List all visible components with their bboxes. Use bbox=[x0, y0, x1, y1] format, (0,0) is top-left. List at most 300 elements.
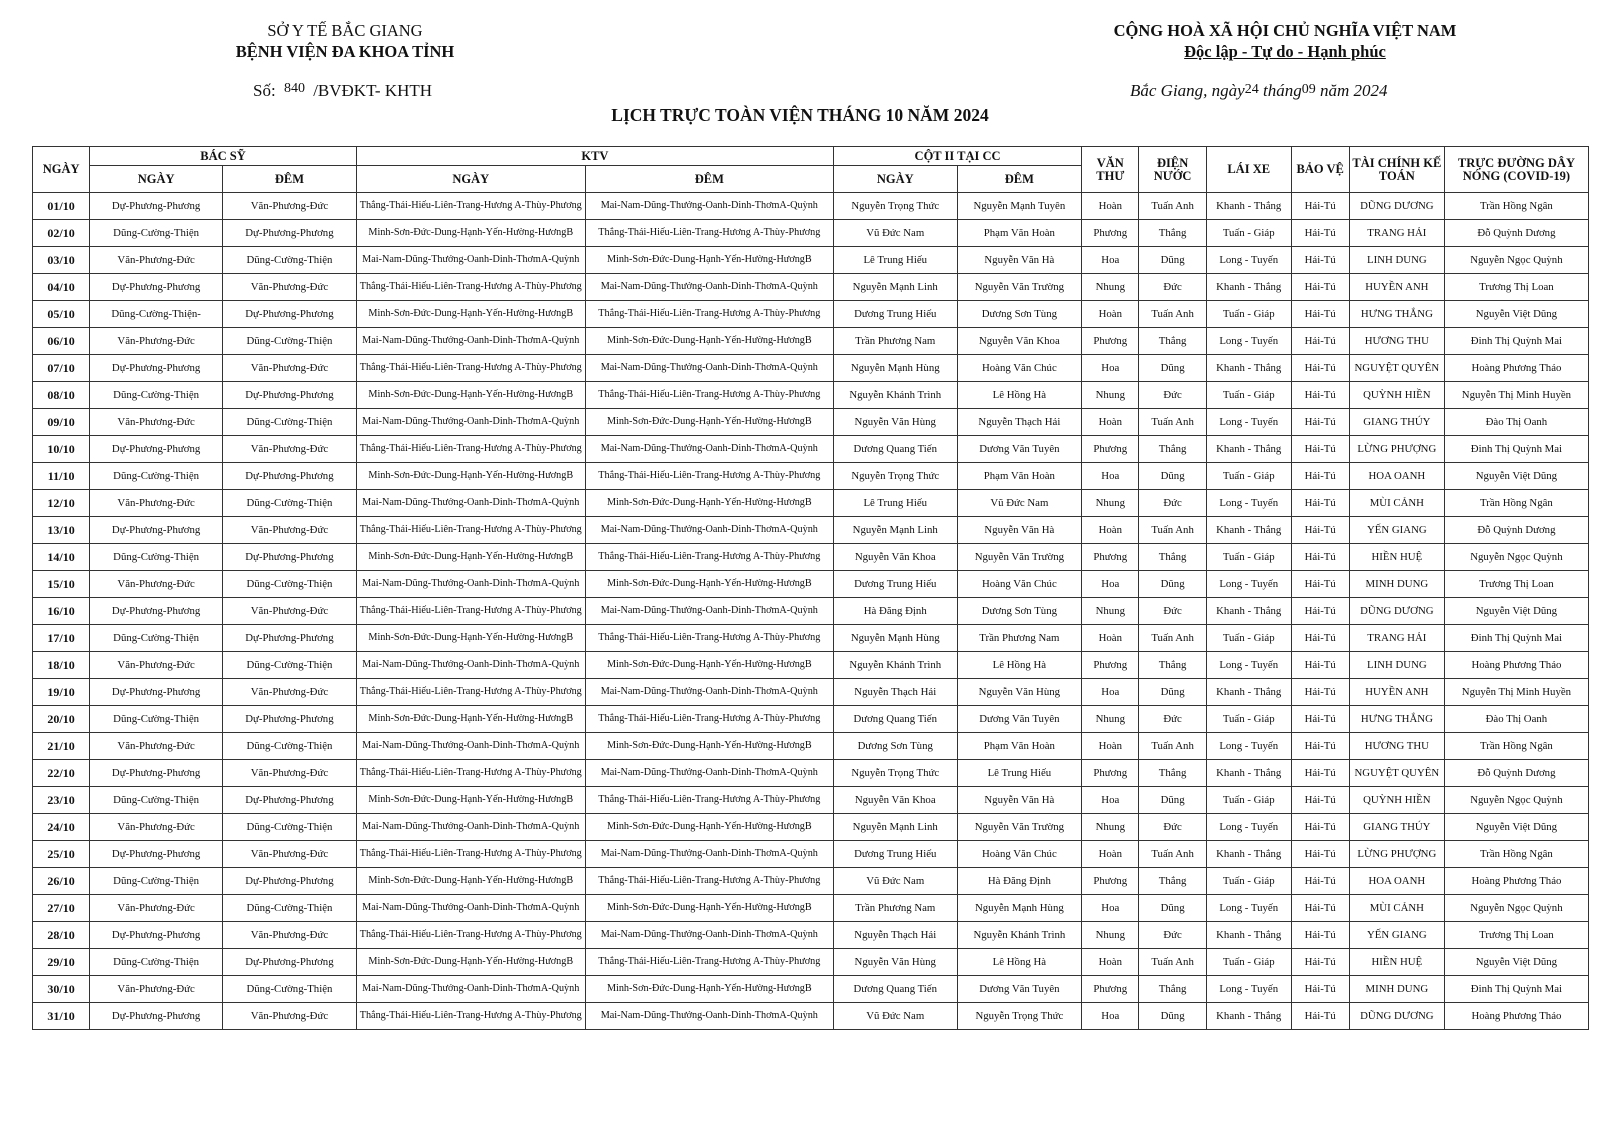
hotline-cell: Nguyễn Việt Dũng bbox=[1444, 463, 1588, 490]
technician-night-cell: Mai-Nam-Dũng-Thưởng-Oanh-Dinh-ThơmA-Quỳnh bbox=[585, 274, 833, 301]
technician-day-cell: Thắng-Thái-Hiếu-Liên-Trang-Hương A-Thùy-Phương bbox=[356, 436, 585, 463]
doctor-night-cell: Dũng-Cường-Thiện bbox=[223, 976, 357, 1003]
clerk-cell: Hoàn bbox=[1082, 733, 1139, 760]
hotline-cell: Đinh Thị Quỳnh Mai bbox=[1444, 436, 1588, 463]
cot2-day-cell: Hà Đăng Định bbox=[833, 598, 957, 625]
technician-day-cell: Minh-Sơn-Đức-Dung-Hạnh-Yến-Hường-HươngB bbox=[356, 868, 585, 895]
technician-day-cell: Thắng-Thái-Hiếu-Liên-Trang-Hương A-Thùy-Phương bbox=[356, 922, 585, 949]
table-row bbox=[33, 1003, 1589, 1030]
subheader-cot2-day: NGÀY bbox=[833, 166, 957, 193]
cot2-night-cell: Nguyễn Văn Trường bbox=[957, 544, 1082, 571]
table-row bbox=[33, 301, 1589, 328]
hotline-cell: Trương Thị Loan bbox=[1444, 571, 1588, 598]
technician-night-cell: Thắng-Thái-Hiếu-Liên-Trang-Hương A-Thùy-Phương bbox=[585, 220, 833, 247]
security-cell: Hải-Tú bbox=[1291, 463, 1349, 490]
technician-night-cell: Mai-Nam-Dũng-Thưởng-Oanh-Dinh-ThơmA-Quỳnh bbox=[585, 679, 833, 706]
technician-day-cell: Thắng-Thái-Hiếu-Liên-Trang-Hương A-Thùy-Phương bbox=[356, 274, 585, 301]
cot2-day-cell: Nguyễn Thạch Hải bbox=[833, 679, 957, 706]
date-cell: 11/10 bbox=[33, 463, 90, 490]
doctor-night-cell: Dự-Phương-Phương bbox=[223, 625, 357, 652]
finance-cell: LINH DUNG bbox=[1349, 247, 1444, 274]
hotline-cell: Đào Thị Oanh bbox=[1444, 409, 1588, 436]
technician-night-cell: Minh-Sơn-Đức-Dung-Hạnh-Yến-Hường-HươngB bbox=[585, 490, 833, 517]
clerk-cell: Nhung bbox=[1082, 922, 1139, 949]
utilities-cell: Tuấn Anh bbox=[1139, 301, 1206, 328]
driver-cell: Tuấn - Giáp bbox=[1206, 220, 1291, 247]
security-cell: Hải-Tú bbox=[1291, 328, 1349, 355]
clerk-cell: Phương bbox=[1082, 760, 1139, 787]
technician-day-cell: Minh-Sơn-Đức-Dung-Hạnh-Yến-Hường-HươngB bbox=[356, 949, 585, 976]
technician-night-cell: Thắng-Thái-Hiếu-Liên-Trang-Hương A-Thùy-Phương bbox=[585, 463, 833, 490]
technician-night-cell: Minh-Sơn-Đức-Dung-Hạnh-Yến-Hường-HươngB bbox=[585, 409, 833, 436]
doc-number-prefix: Số: bbox=[253, 81, 276, 100]
security-cell: Hải-Tú bbox=[1291, 868, 1349, 895]
subheader-doctors-night: ĐÊM bbox=[223, 166, 357, 193]
cot2-day-cell: Dương Trung Hiếu bbox=[833, 301, 957, 328]
technician-day-cell: Minh-Sơn-Đức-Dung-Hạnh-Yến-Hường-HươngB bbox=[356, 463, 585, 490]
cot2-night-cell: Nguyễn Mạnh Hùng bbox=[957, 895, 1082, 922]
doctor-day-cell: Dũng-Cường-Thiện bbox=[90, 868, 223, 895]
technician-night-cell: Thắng-Thái-Hiếu-Liên-Trang-Hương A-Thùy-Phương bbox=[585, 706, 833, 733]
security-cell: Hải-Tú bbox=[1291, 706, 1349, 733]
security-cell: Hải-Tú bbox=[1291, 976, 1349, 1003]
technician-night-cell: Thắng-Thái-Hiếu-Liên-Trang-Hương A-Thùy-Phương bbox=[585, 868, 833, 895]
doctor-day-cell: Dự-Phương-Phương bbox=[90, 598, 223, 625]
cot2-night-cell: Vũ Đức Nam bbox=[957, 490, 1082, 517]
hotline-cell: Đinh Thị Quỳnh Mai bbox=[1444, 976, 1588, 1003]
security-cell: Hải-Tú bbox=[1291, 436, 1349, 463]
issuer-block bbox=[225, 20, 465, 62]
col-header-security: BẢO VỆ bbox=[1291, 147, 1349, 193]
doctor-night-cell: Văn-Phương-Đức bbox=[223, 841, 357, 868]
hotline-cell: Hoàng Phương Thảo bbox=[1444, 355, 1588, 382]
driver-cell: Tuấn - Giáp bbox=[1206, 787, 1291, 814]
utilities-cell: Thắng bbox=[1139, 220, 1206, 247]
clerk-cell: Nhung bbox=[1082, 814, 1139, 841]
technician-day-cell: Minh-Sơn-Đức-Dung-Hạnh-Yến-Hường-HươngB bbox=[356, 301, 585, 328]
subheader-technicians-day: NGÀY bbox=[356, 166, 585, 193]
utilities-cell: Đức bbox=[1139, 598, 1206, 625]
finance-cell: HUYỀN ANH bbox=[1349, 679, 1444, 706]
utilities-cell: Thắng bbox=[1139, 436, 1206, 463]
doctor-day-cell: Văn-Phương-Đức bbox=[90, 976, 223, 1003]
date-cell: 08/10 bbox=[33, 382, 90, 409]
national-heading bbox=[1090, 20, 1480, 62]
technician-day-cell: Thắng-Thái-Hiếu-Liên-Trang-Hương A-Thùy-Phương bbox=[356, 841, 585, 868]
cot2-day-cell: Nguyễn Mạnh Hùng bbox=[833, 355, 957, 382]
technician-day-cell: Mai-Nam-Dũng-Thưởng-Oanh-Dinh-ThơmA-Quỳnh bbox=[356, 895, 585, 922]
security-cell: Hải-Tú bbox=[1291, 760, 1349, 787]
cot2-night-cell: Nguyễn Mạnh Tuyên bbox=[957, 193, 1082, 220]
clerk-cell: Hoa bbox=[1082, 1003, 1139, 1030]
table-row bbox=[33, 706, 1589, 733]
cot2-day-cell: Dương Trung Hiếu bbox=[833, 571, 957, 598]
technician-night-cell: Mai-Nam-Dũng-Thưởng-Oanh-Dinh-ThơmA-Quỳnh bbox=[585, 841, 833, 868]
date-year: năm 2024 bbox=[1319, 81, 1388, 100]
date-cell: 24/10 bbox=[33, 814, 90, 841]
cot2-day-cell: Nguyễn Khánh Trình bbox=[833, 382, 957, 409]
driver-cell: Long - Tuyến bbox=[1206, 571, 1291, 598]
date-cell: 01/10 bbox=[33, 193, 90, 220]
cot2-night-cell: Phạm Văn Hoàn bbox=[957, 733, 1082, 760]
date-cell: 28/10 bbox=[33, 922, 90, 949]
date-cell: 05/10 bbox=[33, 301, 90, 328]
table-row bbox=[33, 679, 1589, 706]
clerk-cell: Hoa bbox=[1082, 355, 1139, 382]
doctor-night-cell: Dũng-Cường-Thiện bbox=[223, 571, 357, 598]
col-header-drivers: LÁI XE bbox=[1206, 147, 1291, 193]
finance-cell: TRANG HẢI bbox=[1349, 220, 1444, 247]
page-title: LỊCH TRỰC TOÀN VIỆN THÁNG 10 NĂM 2024 bbox=[611, 105, 989, 125]
utilities-cell: Đức bbox=[1139, 706, 1206, 733]
technician-day-cell: Mai-Nam-Dũng-Thưởng-Oanh-Dinh-ThơmA-Quỳnh bbox=[356, 409, 585, 436]
clerk-cell: Hoa bbox=[1082, 463, 1139, 490]
cot2-night-cell: Nguyễn Khánh Trình bbox=[957, 922, 1082, 949]
technician-day-cell: Minh-Sơn-Đức-Dung-Hạnh-Yến-Hường-HươngB bbox=[356, 220, 585, 247]
doctor-day-cell: Dũng-Cường-Thiện- bbox=[90, 301, 223, 328]
cot2-night-cell: Nguyễn Văn Trường bbox=[957, 814, 1082, 841]
security-cell: Hải-Tú bbox=[1291, 652, 1349, 679]
driver-cell: Khanh - Thắng bbox=[1206, 193, 1291, 220]
date-cell: 03/10 bbox=[33, 247, 90, 274]
clerk-cell: Hoa bbox=[1082, 895, 1139, 922]
finance-cell: HOA OANH bbox=[1349, 463, 1444, 490]
cot2-day-cell: Vũ Đức Nam bbox=[833, 868, 957, 895]
doc-number-value: 840 bbox=[283, 81, 305, 96]
security-cell: Hải-Tú bbox=[1291, 814, 1349, 841]
security-cell: Hải-Tú bbox=[1291, 1003, 1349, 1030]
date-cell: 30/10 bbox=[33, 976, 90, 1003]
doctor-day-cell: Dũng-Cường-Thiện bbox=[90, 220, 223, 247]
date-cell: 19/10 bbox=[33, 679, 90, 706]
cot2-night-cell: Dương Văn Tuyên bbox=[957, 436, 1082, 463]
technician-day-cell: Thắng-Thái-Hiếu-Liên-Trang-Hương A-Thùy-Phương bbox=[356, 679, 585, 706]
doctor-night-cell: Dũng-Cường-Thiện bbox=[223, 814, 357, 841]
driver-cell: Tuấn - Giáp bbox=[1206, 544, 1291, 571]
table-row bbox=[33, 490, 1589, 517]
driver-cell: Long - Tuyến bbox=[1206, 409, 1291, 436]
date-cell: 20/10 bbox=[33, 706, 90, 733]
hotline-cell: Đào Thị Oanh bbox=[1444, 706, 1588, 733]
doc-number-suffix: /BVĐKT- KHTH bbox=[313, 81, 433, 100]
cot2-day-cell: Nguyễn Trọng Thức bbox=[833, 193, 957, 220]
technician-day-cell: Thắng-Thái-Hiếu-Liên-Trang-Hương A-Thùy-Phương bbox=[356, 598, 585, 625]
finance-cell: HOA OANH bbox=[1349, 868, 1444, 895]
technician-day-cell: Mai-Nam-Dũng-Thưởng-Oanh-Dinh-ThơmA-Quỳnh bbox=[356, 814, 585, 841]
doctor-night-cell: Văn-Phương-Đức bbox=[223, 274, 357, 301]
utilities-cell: Dũng bbox=[1139, 895, 1206, 922]
doctor-night-cell: Dũng-Cường-Thiện bbox=[223, 733, 357, 760]
department-name: SỞ Y TẾ BẮC GIANG bbox=[267, 21, 423, 40]
doctor-day-cell: Dũng-Cường-Thiện bbox=[90, 382, 223, 409]
hotline-cell: Nguyễn Ngọc Quỳnh bbox=[1444, 544, 1588, 571]
technician-day-cell: Mai-Nam-Dũng-Thưởng-Oanh-Dinh-ThơmA-Quỳnh bbox=[356, 247, 585, 274]
doctor-day-cell: Dũng-Cường-Thiện bbox=[90, 625, 223, 652]
table-row bbox=[33, 814, 1589, 841]
driver-cell: Khanh - Thắng bbox=[1206, 436, 1291, 463]
clerk-cell: Phương bbox=[1082, 328, 1139, 355]
doctor-day-cell: Dự-Phương-Phương bbox=[90, 193, 223, 220]
technician-night-cell: Minh-Sơn-Đức-Dung-Hạnh-Yến-Hường-HươngB bbox=[585, 247, 833, 274]
finance-cell: MÙI CẢNH bbox=[1349, 490, 1444, 517]
cot2-night-cell: Lê Hồng Hà bbox=[957, 949, 1082, 976]
security-cell: Hải-Tú bbox=[1291, 301, 1349, 328]
technician-day-cell: Thắng-Thái-Hiếu-Liên-Trang-Hương A-Thùy-Phương bbox=[356, 1003, 585, 1030]
cot2-night-cell: Dương Văn Tuyên bbox=[957, 976, 1082, 1003]
utilities-cell: Thắng bbox=[1139, 976, 1206, 1003]
col-header-date: NGÀY bbox=[33, 147, 90, 193]
driver-cell: Tuấn - Giáp bbox=[1206, 301, 1291, 328]
technician-day-cell: Mai-Nam-Dũng-Thưởng-Oanh-Dinh-ThơmA-Quỳnh bbox=[356, 976, 585, 1003]
finance-cell: QUỲNH HIỀN bbox=[1349, 787, 1444, 814]
cot2-day-cell: Dương Sơn Tùng bbox=[833, 733, 957, 760]
date-cell: 21/10 bbox=[33, 733, 90, 760]
table-row bbox=[33, 976, 1589, 1003]
cot2-night-cell: Hà Đăng Định bbox=[957, 868, 1082, 895]
finance-cell: GIANG THÚY bbox=[1349, 814, 1444, 841]
doctor-night-cell: Dự-Phương-Phương bbox=[223, 220, 357, 247]
technician-night-cell: Minh-Sơn-Đức-Dung-Hạnh-Yến-Hường-HươngB bbox=[585, 895, 833, 922]
doctor-day-cell: Dự-Phương-Phương bbox=[90, 274, 223, 301]
security-cell: Hải-Tú bbox=[1291, 544, 1349, 571]
table-row bbox=[33, 571, 1589, 598]
subheader-cot2-night: ĐÊM bbox=[957, 166, 1082, 193]
driver-cell: Long - Tuyến bbox=[1206, 328, 1291, 355]
col-header-utilities: ĐIỆN NƯỚC bbox=[1139, 147, 1206, 193]
driver-cell: Khanh - Thắng bbox=[1206, 598, 1291, 625]
driver-cell: Tuấn - Giáp bbox=[1206, 706, 1291, 733]
doctor-day-cell: Dự-Phương-Phương bbox=[90, 1003, 223, 1030]
doctor-night-cell: Dũng-Cường-Thiện bbox=[223, 490, 357, 517]
date-month: 09 bbox=[1301, 82, 1316, 97]
table-row bbox=[33, 598, 1589, 625]
finance-cell: YẾN GIANG bbox=[1349, 922, 1444, 949]
cot2-day-cell: Nguyễn Mạnh Linh bbox=[833, 274, 957, 301]
utilities-cell: Thắng bbox=[1139, 328, 1206, 355]
security-cell: Hải-Tú bbox=[1291, 274, 1349, 301]
doctor-night-cell: Dũng-Cường-Thiện bbox=[223, 895, 357, 922]
doctor-day-cell: Dũng-Cường-Thiện bbox=[90, 463, 223, 490]
doctor-night-cell: Dự-Phương-Phương bbox=[223, 868, 357, 895]
date-day: 24 bbox=[1244, 82, 1259, 97]
date-cell: 23/10 bbox=[33, 787, 90, 814]
hotline-cell: Hoàng Phương Thảo bbox=[1444, 1003, 1588, 1030]
doctor-day-cell: Dự-Phương-Phương bbox=[90, 760, 223, 787]
driver-cell: Long - Tuyến bbox=[1206, 814, 1291, 841]
col-header-cot2: CỘT II TẠI CC bbox=[833, 147, 1081, 166]
date-cell: 22/10 bbox=[33, 760, 90, 787]
hotline-cell: Nguyễn Việt Dũng bbox=[1444, 814, 1588, 841]
cot2-day-cell: Nguyễn Văn Khoa bbox=[833, 544, 957, 571]
technician-night-cell: Minh-Sơn-Đức-Dung-Hạnh-Yến-Hường-HươngB bbox=[585, 814, 833, 841]
security-cell: Hải-Tú bbox=[1291, 247, 1349, 274]
doctor-night-cell: Dự-Phương-Phương bbox=[223, 301, 357, 328]
technician-day-cell: Minh-Sơn-Đức-Dung-Hạnh-Yến-Hường-HươngB bbox=[356, 787, 585, 814]
doctor-day-cell: Dũng-Cường-Thiện bbox=[90, 787, 223, 814]
technician-night-cell: Minh-Sơn-Đức-Dung-Hạnh-Yến-Hường-HươngB bbox=[585, 328, 833, 355]
cot2-day-cell: Trần Phương Nam bbox=[833, 895, 957, 922]
finance-cell: MÙI CẢNH bbox=[1349, 895, 1444, 922]
doctor-day-cell: Dũng-Cường-Thiện bbox=[90, 949, 223, 976]
table-row bbox=[33, 463, 1589, 490]
table-row bbox=[33, 409, 1589, 436]
cot2-night-cell: Trần Phương Nam bbox=[957, 625, 1082, 652]
table-row bbox=[33, 895, 1589, 922]
hotline-cell: Đinh Thị Quỳnh Mai bbox=[1444, 328, 1588, 355]
clerk-cell: Hoàn bbox=[1082, 949, 1139, 976]
driver-cell: Tuấn - Giáp bbox=[1206, 625, 1291, 652]
cot2-night-cell: Nguyễn Trọng Thức bbox=[957, 1003, 1082, 1030]
cot2-day-cell: Trần Phương Nam bbox=[833, 328, 957, 355]
cot2-night-cell: Lê Hồng Hà bbox=[957, 382, 1082, 409]
date-cell: 06/10 bbox=[33, 328, 90, 355]
technician-day-cell: Thắng-Thái-Hiếu-Liên-Trang-Hương A-Thùy-Phương bbox=[356, 193, 585, 220]
technician-night-cell: Minh-Sơn-Đức-Dung-Hạnh-Yến-Hường-HươngB bbox=[585, 571, 833, 598]
doctor-night-cell: Dự-Phương-Phương bbox=[223, 382, 357, 409]
table-row bbox=[33, 517, 1589, 544]
date-cell: 10/10 bbox=[33, 436, 90, 463]
utilities-cell: Tuấn Anh bbox=[1139, 625, 1206, 652]
table-row bbox=[33, 922, 1589, 949]
clerk-cell: Hoa bbox=[1082, 571, 1139, 598]
doctor-day-cell: Dũng-Cường-Thiện bbox=[90, 544, 223, 571]
finance-cell: HIỀN HUỆ bbox=[1349, 949, 1444, 976]
doctor-day-cell: Văn-Phương-Đức bbox=[90, 490, 223, 517]
cot2-day-cell: Nguyễn Văn Hùng bbox=[833, 949, 957, 976]
doctor-night-cell: Văn-Phương-Đức bbox=[223, 193, 357, 220]
finance-cell: HƯƠNG THU bbox=[1349, 328, 1444, 355]
technician-night-cell: Minh-Sơn-Đức-Dung-Hạnh-Yến-Hường-HươngB bbox=[585, 652, 833, 679]
technician-night-cell: Mai-Nam-Dũng-Thưởng-Oanh-Dinh-ThơmA-Quỳnh bbox=[585, 436, 833, 463]
cot2-day-cell: Vũ Đức Nam bbox=[833, 220, 957, 247]
doctor-night-cell: Dự-Phương-Phương bbox=[223, 787, 357, 814]
table-row bbox=[33, 193, 1589, 220]
hotline-cell: Trần Hồng Ngân bbox=[1444, 733, 1588, 760]
cot2-night-cell: Nguyễn Văn Hà bbox=[957, 787, 1082, 814]
technician-night-cell: Thắng-Thái-Hiếu-Liên-Trang-Hương A-Thùy-Phương bbox=[585, 787, 833, 814]
cot2-night-cell: Dương Sơn Tùng bbox=[957, 598, 1082, 625]
cot2-day-cell: Dương Quang Tiến bbox=[833, 706, 957, 733]
doctor-day-cell: Dự-Phương-Phương bbox=[90, 436, 223, 463]
cot2-day-cell: Nguyễn Văn Hùng bbox=[833, 409, 957, 436]
cot2-night-cell: Phạm Văn Hoàn bbox=[957, 220, 1082, 247]
duty-schedule-table bbox=[32, 146, 1589, 1030]
technician-night-cell: Mai-Nam-Dũng-Thưởng-Oanh-Dinh-ThơmA-Quỳnh bbox=[585, 1003, 833, 1030]
date-cell: 13/10 bbox=[33, 517, 90, 544]
cot2-day-cell: Dương Trung Hiếu bbox=[833, 841, 957, 868]
clerk-cell: Phương bbox=[1082, 868, 1139, 895]
clerk-cell: Hoa bbox=[1082, 247, 1139, 274]
finance-cell: QUỲNH HIỀN bbox=[1349, 382, 1444, 409]
date-prefix: Bắc Giang, ngày bbox=[1130, 81, 1245, 100]
cot2-day-cell: Nguyễn Trọng Thức bbox=[833, 760, 957, 787]
security-cell: Hải-Tú bbox=[1291, 193, 1349, 220]
finance-cell: DŨNG DƯƠNG bbox=[1349, 193, 1444, 220]
utilities-cell: Đức bbox=[1139, 274, 1206, 301]
utilities-cell: Dũng bbox=[1139, 571, 1206, 598]
date-cell: 26/10 bbox=[33, 868, 90, 895]
utilities-cell: Thắng bbox=[1139, 760, 1206, 787]
utilities-cell: Thắng bbox=[1139, 868, 1206, 895]
driver-cell: Khanh - Thắng bbox=[1206, 841, 1291, 868]
doctor-day-cell: Văn-Phương-Đức bbox=[90, 652, 223, 679]
technician-day-cell: Mai-Nam-Dũng-Thưởng-Oanh-Dinh-ThơmA-Quỳnh bbox=[356, 571, 585, 598]
cot2-day-cell: Nguyễn Thạch Hải bbox=[833, 922, 957, 949]
finance-cell: LINH DUNG bbox=[1349, 652, 1444, 679]
clerk-cell: Hoàn bbox=[1082, 625, 1139, 652]
table-row bbox=[33, 868, 1589, 895]
cot2-day-cell: Nguyễn Văn Khoa bbox=[833, 787, 957, 814]
clerk-cell: Phương bbox=[1082, 220, 1139, 247]
hospital-name: BỆNH VIỆN ĐA KHOA TỈNH bbox=[235, 42, 455, 61]
clerk-cell: Phương bbox=[1082, 436, 1139, 463]
finance-cell: HƯƠNG THU bbox=[1349, 733, 1444, 760]
col-header-finance: TÀI CHÍNH KẾ TOÁN bbox=[1349, 147, 1444, 193]
cot2-night-cell: Nguyễn Văn Khoa bbox=[957, 328, 1082, 355]
cot2-night-cell: Phạm Văn Hoàn bbox=[957, 463, 1082, 490]
finance-cell: GIANG THÚY bbox=[1349, 409, 1444, 436]
hotline-cell: Trần Hồng Ngân bbox=[1444, 841, 1588, 868]
col-header-technicians: KTV bbox=[356, 147, 833, 166]
security-cell: Hải-Tú bbox=[1291, 922, 1349, 949]
clerk-cell: Nhung bbox=[1082, 490, 1139, 517]
security-cell: Hải-Tú bbox=[1291, 949, 1349, 976]
date-cell: 17/10 bbox=[33, 625, 90, 652]
technician-night-cell: Thắng-Thái-Hiếu-Liên-Trang-Hương A-Thùy-Phương bbox=[585, 949, 833, 976]
security-cell: Hải-Tú bbox=[1291, 625, 1349, 652]
clerk-cell: Hoa bbox=[1082, 679, 1139, 706]
technician-day-cell: Mai-Nam-Dũng-Thưởng-Oanh-Dinh-ThơmA-Quỳnh bbox=[356, 490, 585, 517]
utilities-cell: Tuấn Anh bbox=[1139, 841, 1206, 868]
finance-cell: MINH DUNG bbox=[1349, 571, 1444, 598]
technician-day-cell: Minh-Sơn-Đức-Dung-Hạnh-Yến-Hường-HươngB bbox=[356, 544, 585, 571]
utilities-cell: Tuấn Anh bbox=[1139, 409, 1206, 436]
technician-day-cell: Mai-Nam-Dũng-Thưởng-Oanh-Dinh-ThơmA-Quỳnh bbox=[356, 328, 585, 355]
doctor-night-cell: Dũng-Cường-Thiện bbox=[223, 652, 357, 679]
date-month-label: tháng bbox=[1262, 81, 1302, 100]
header-row-1 bbox=[33, 147, 1589, 166]
doctor-night-cell: Văn-Phương-Đức bbox=[223, 436, 357, 463]
hotline-cell: Đinh Thị Quỳnh Mai bbox=[1444, 625, 1588, 652]
utilities-cell: Đức bbox=[1139, 922, 1206, 949]
utilities-cell: Thắng bbox=[1139, 652, 1206, 679]
utilities-cell: Đức bbox=[1139, 814, 1206, 841]
doctor-day-cell: Văn-Phương-Đức bbox=[90, 409, 223, 436]
security-cell: Hải-Tú bbox=[1291, 409, 1349, 436]
doctor-day-cell: Văn-Phương-Đức bbox=[90, 895, 223, 922]
driver-cell: Khanh - Thắng bbox=[1206, 1003, 1291, 1030]
cot2-night-cell: Nguyễn Văn Hà bbox=[957, 247, 1082, 274]
doctor-day-cell: Văn-Phương-Đức bbox=[90, 571, 223, 598]
driver-cell: Khanh - Thắng bbox=[1206, 355, 1291, 382]
clerk-cell: Hoa bbox=[1082, 787, 1139, 814]
driver-cell: Khanh - Thắng bbox=[1206, 922, 1291, 949]
doctor-day-cell: Dũng-Cường-Thiện bbox=[90, 706, 223, 733]
cot2-day-cell: Vũ Đức Nam bbox=[833, 1003, 957, 1030]
technician-night-cell: Mai-Nam-Dũng-Thưởng-Oanh-Dinh-ThơmA-Quỳnh bbox=[585, 760, 833, 787]
driver-cell: Long - Tuyến bbox=[1206, 976, 1291, 1003]
utilities-cell: Dũng bbox=[1139, 355, 1206, 382]
hotline-cell: Trần Hồng Ngân bbox=[1444, 490, 1588, 517]
hotline-cell: Trần Hồng Ngân bbox=[1444, 193, 1588, 220]
clerk-cell: Hoàn bbox=[1082, 517, 1139, 544]
document-number bbox=[253, 81, 432, 101]
finance-cell: DŨNG DƯƠNG bbox=[1349, 1003, 1444, 1030]
date-cell: 31/10 bbox=[33, 1003, 90, 1030]
utilities-cell: Dũng bbox=[1139, 787, 1206, 814]
technician-night-cell: Mai-Nam-Dũng-Thưởng-Oanh-Dinh-ThơmA-Quỳnh bbox=[585, 193, 833, 220]
doctor-night-cell: Dự-Phương-Phương bbox=[223, 706, 357, 733]
